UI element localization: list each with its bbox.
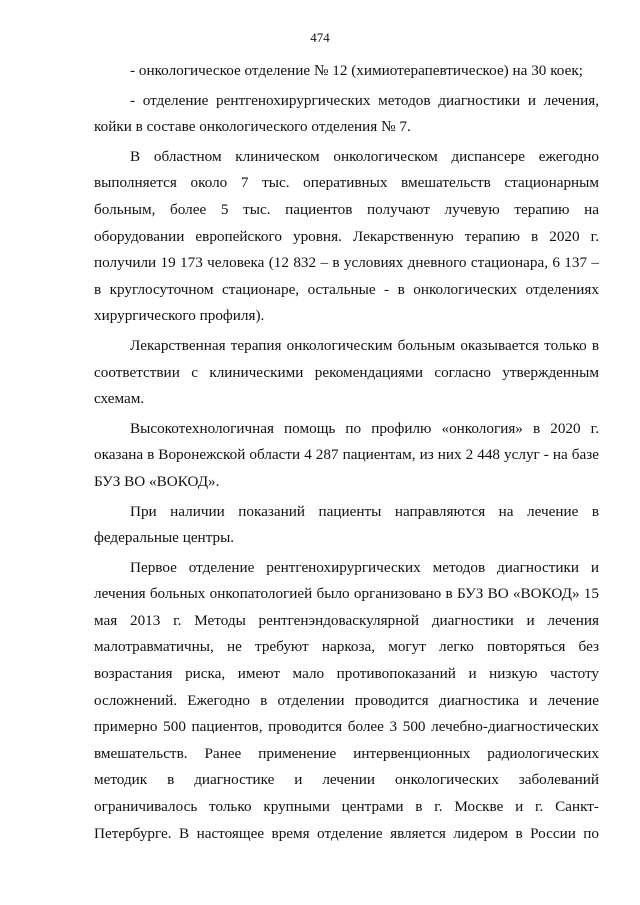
paragraph-first-xray-department: Первое отделение рентгенохирургических методов диагностики и лечения больных онкопатологией было организовано в БУЗ ВО «ВОКОД» 15 мая 2013 г. Методы рентгенэндоваскулярной диагностики и лечения малотравматичны, не требуют наркоза, могут легко повторяться без возрастания риска, имеют мало противопоказаний и низкую частоту осложнений. Ежегодно в отделении проводится диагностика и лечение примерно 500 пациентов, проводится более 3 500 лечебно-диагностических вмешательств. Ранее применение интервенционных радиологических методик в диагностике и лечении онкологических заболеваний ограничивалось только крупными центрами в г. Москве и г. Санкт-Петербурге. В настоящее время отделение является лидером в России по (94, 558, 599, 842)
paragraph-drug-therapy: Лекарственная терапия онкологическим больным оказывается только в соответствии с клиническими рекомендациями согласно утвержденным схемам. (94, 336, 599, 408)
paragraph-federal-centers: При наличии показаний пациенты направляются на лечение в федеральные центры. (94, 502, 599, 547)
paragraph-oncology-department-12: - онкологическое отделение № 12 (химиотерапевтическое) на 30 коек; (130, 62, 583, 79)
document-body (94, 58, 599, 847)
page-number: 474 (310, 30, 330, 45)
paragraph-dispensary-statistics: В областном клиническом онкологическом диспансере ежегодно выполняется около 7 тыс. оперативных вмешательств стационарным больным, более 5 тыс. пациентов получают лучевую терапию на оборудовании европейского уровня. Лекарственную терапию в 2020 г. получили 19 173 человека (12 832 – в условиях дневного стационара, 6 137 – в круглосуточном стационаре, остальные - в онкологических отделениях хирургического профиля). (94, 147, 599, 325)
paragraph-high-tech-care: Высокотехнологичная помощь по профилю «онкология» в 2020 г. оказана в Воронежской области 4 287 пациентам, из них 2 448 услуг - на базе БУЗ ВО «ВОКОД». (94, 419, 599, 490)
paragraph-xray-surgery-department: - отделение рентгенохирургических методов диагностики и лечения, койки в составе онкологического отделения № 7. (94, 91, 599, 136)
